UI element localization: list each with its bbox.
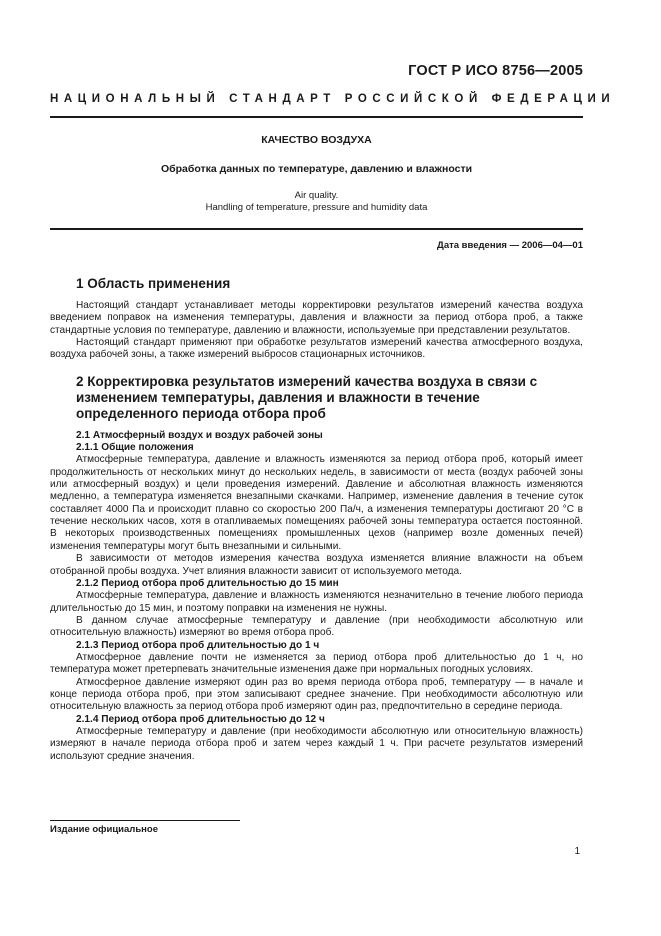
official-edition-label: Издание официальное [50, 824, 158, 835]
section-2-1-4-heading: 2.1.4 Период отбора проб длительностью до 12 ч [76, 713, 325, 725]
introduction-date: Дата введения — 2006—04—01 [437, 240, 583, 251]
english-title-line-2: Handling of temperature, pressure and humidity data [205, 202, 428, 213]
english-title [50, 190, 583, 214]
section-2-1-heading: 2.1 Атмосферный воздух и воздух рабочей зоны [76, 429, 323, 441]
section-1-heading: 1 Область применения [76, 276, 231, 291]
section-1-paragraph-1: Настоящий стандарт устанавливает методы корректировки результатов измерений качества воздуха введением поправок на изменения температуры, давления и влажности за период отбора проб, а также стандартные условия по температуре, давлению и влажности, используемые при представлении результатов. [50, 300, 583, 336]
section-2-heading: 2 Корректировка результатов измерений качества воздуха в связи с изменением температуры, давления и влажности в течение определенного периода отбора проб [76, 373, 538, 421]
document-body [50, 276, 583, 763]
page-number: 1 [574, 846, 580, 857]
document-title: КАЧЕСТВО ВОЗДУХА [261, 134, 372, 146]
english-title-line-1: Air quality. [294, 190, 339, 201]
footer-divider [50, 820, 240, 821]
section-2-1-4-paragraph-1: Атмосферные температуру и давление (при необходимости абсолютную или относительную влажность) измеряют в начале периода отбора проб и затем через каждый 1 ч. При расчете результатов измерений используют средние значения. [50, 725, 583, 762]
section-2-1-3-heading: 2.1.3 Период отбора проб длительностью до 1 ч [76, 639, 320, 651]
section-1-paragraph-2: Настоящий стандарт применяют при обработке результатов измерений качества атмосферного воздуха, воздуха рабочей зоны, а также измерений выбросов стационарных источников. [50, 337, 583, 361]
section-2-1-1-heading: 2.1.1 Общие положения [76, 442, 194, 454]
section-2-1-2-paragraph-2: В данном случае атмосферные температуру и давление (при необходимости абсолютную или относительную влажность) измеряют во время отбора проб. [50, 614, 583, 639]
top-divider [50, 116, 583, 118]
document-subtitle: Обработка данных по температуре, давлению и влажности [160, 163, 473, 175]
section-2-1-1-paragraph-2: В зависимости от методов измерения качества воздуха изменяется влияние влажности на объем отобранной пробы воздуха. Учет влияния влажности зависит от используемого метода. [50, 553, 583, 577]
title-divider [50, 228, 583, 230]
section-2-1-3-paragraph-2: Атмосферное давление измеряют один раз во время периода отбора проб, температуру — в начале и конце периода отбора проб, при этом записывают среднее значение. При необходимости абсолютную или относительную влажность за период отбора проб измеряют один раз, предпочтительно в середине периода. [50, 676, 583, 713]
national-standard-banner: НАЦИОНАЛЬНЫЙ СТАНДАРТ РОССИЙСКОЙ ФЕДЕРАЦИИ [50, 93, 616, 105]
document-code: ГОСТ Р ИСО 8756—2005 [408, 63, 583, 79]
section-2-1-2-paragraph-1: Атмосферные температура, давление и влажность изменяются незначительно в течение любого периода длительностью до 15 мин, и поэтому поправки на изменения не нужны. [50, 590, 583, 614]
section-2-1-1-paragraph-1: Атмосферные температура, давление и влажность изменяются за период отбора проб, который имеет продолжительность от нескольких минут до нескольких недель, в зависимости от места (воздух рабочей зоны или атмосферный воздух) и цели проведения измерений. Давление и абсолютная влажность изменяются медленно, а температура изменяется внезапными скачками. Например, изменение давления в течение суток составляет 4000 Па и происходит плавно со скоростью 200 Па/ч, а изменения температуры достигают 20 °С в течение нескольких часов, хотя в отапливаемых помещениях рабочей зоны температура остается постоянной. В некоторых производственных помещениях промышленных цехов (например возле доменных печей) изменения температуры могут быть внезапными и сильными. [50, 454, 583, 552]
section-2-1-3-paragraph-1: Атмосферное давление почти не изменяется за период отбора проб длительностью до 1 ч, но температура может претерпевать значительные изменения даже при нормальных погодных условиях. [50, 651, 583, 676]
section-2-1-2-heading: 2.1.2 Период отбора проб длительностью до 15 мин [76, 577, 339, 589]
